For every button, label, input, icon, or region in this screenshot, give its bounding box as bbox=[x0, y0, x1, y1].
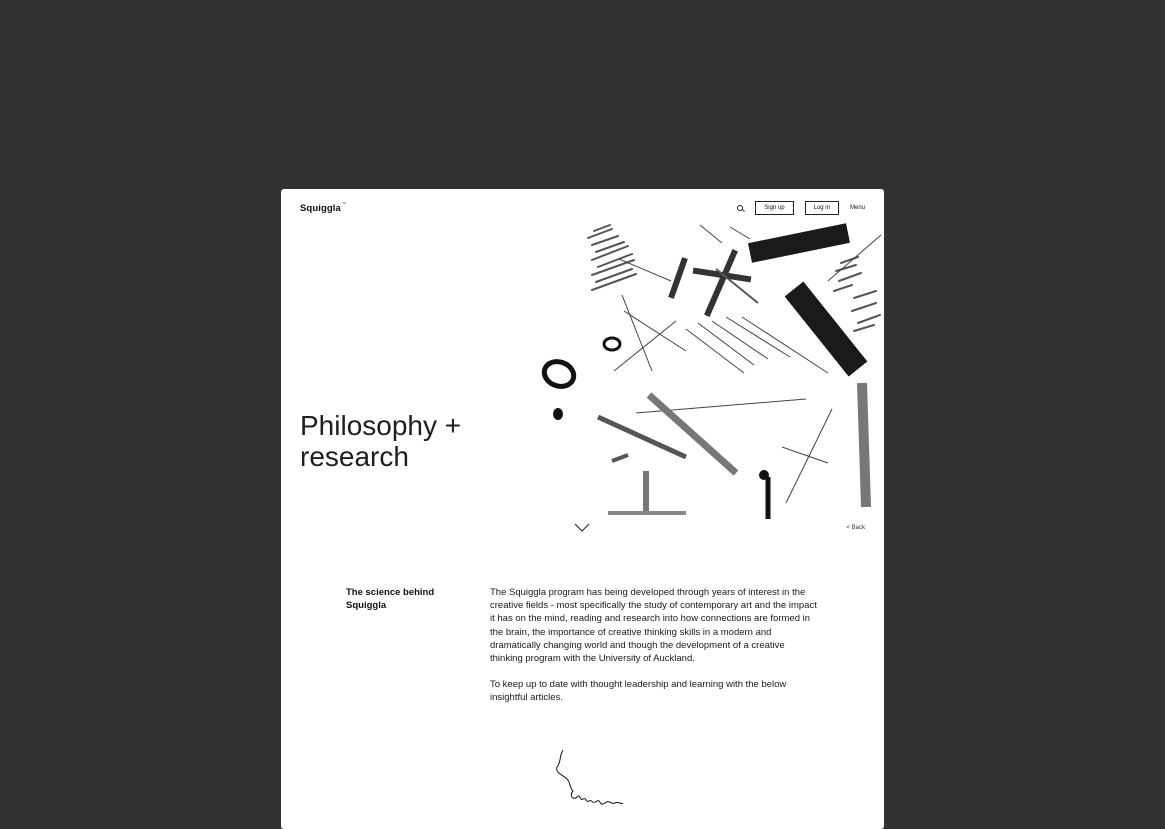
signup-button[interactable]: Sign up bbox=[755, 201, 793, 215]
section-heading: The science behind Squiggla bbox=[346, 587, 435, 611]
menu-link[interactable]: Menu bbox=[849, 205, 865, 211]
page-title: Philosophy + research bbox=[300, 410, 462, 472]
back-link[interactable]: < Back bbox=[846, 525, 865, 531]
search-icon[interactable] bbox=[737, 205, 744, 212]
hero-artwork bbox=[536, 223, 884, 519]
body-text bbox=[490, 586, 820, 718]
squiggle-drawing bbox=[551, 747, 626, 817]
logo-text: Squiggla bbox=[300, 203, 341, 214]
login-button[interactable]: Log in bbox=[805, 201, 839, 215]
body-paragraph: To keep up to date with thought leadership and learning with the below insightful articles. bbox=[490, 679, 787, 704]
chevron-down-icon[interactable] bbox=[574, 523, 590, 532]
top-nav bbox=[737, 201, 865, 215]
page-card bbox=[281, 189, 884, 829]
logo[interactable] bbox=[300, 201, 346, 214]
body-paragraph: The Squiggla program has being developed through years of interest in the creative fields - most specifically the study of contemporary art and the impact it has on the mind, reading and research into how connections are formed in the brain, the importance of creative thinking skills in a modern and dramatically changing world and though the development of a creative thinking program with the University of Auckland. bbox=[490, 587, 817, 665]
trademark-mark: ™ bbox=[341, 201, 347, 206]
